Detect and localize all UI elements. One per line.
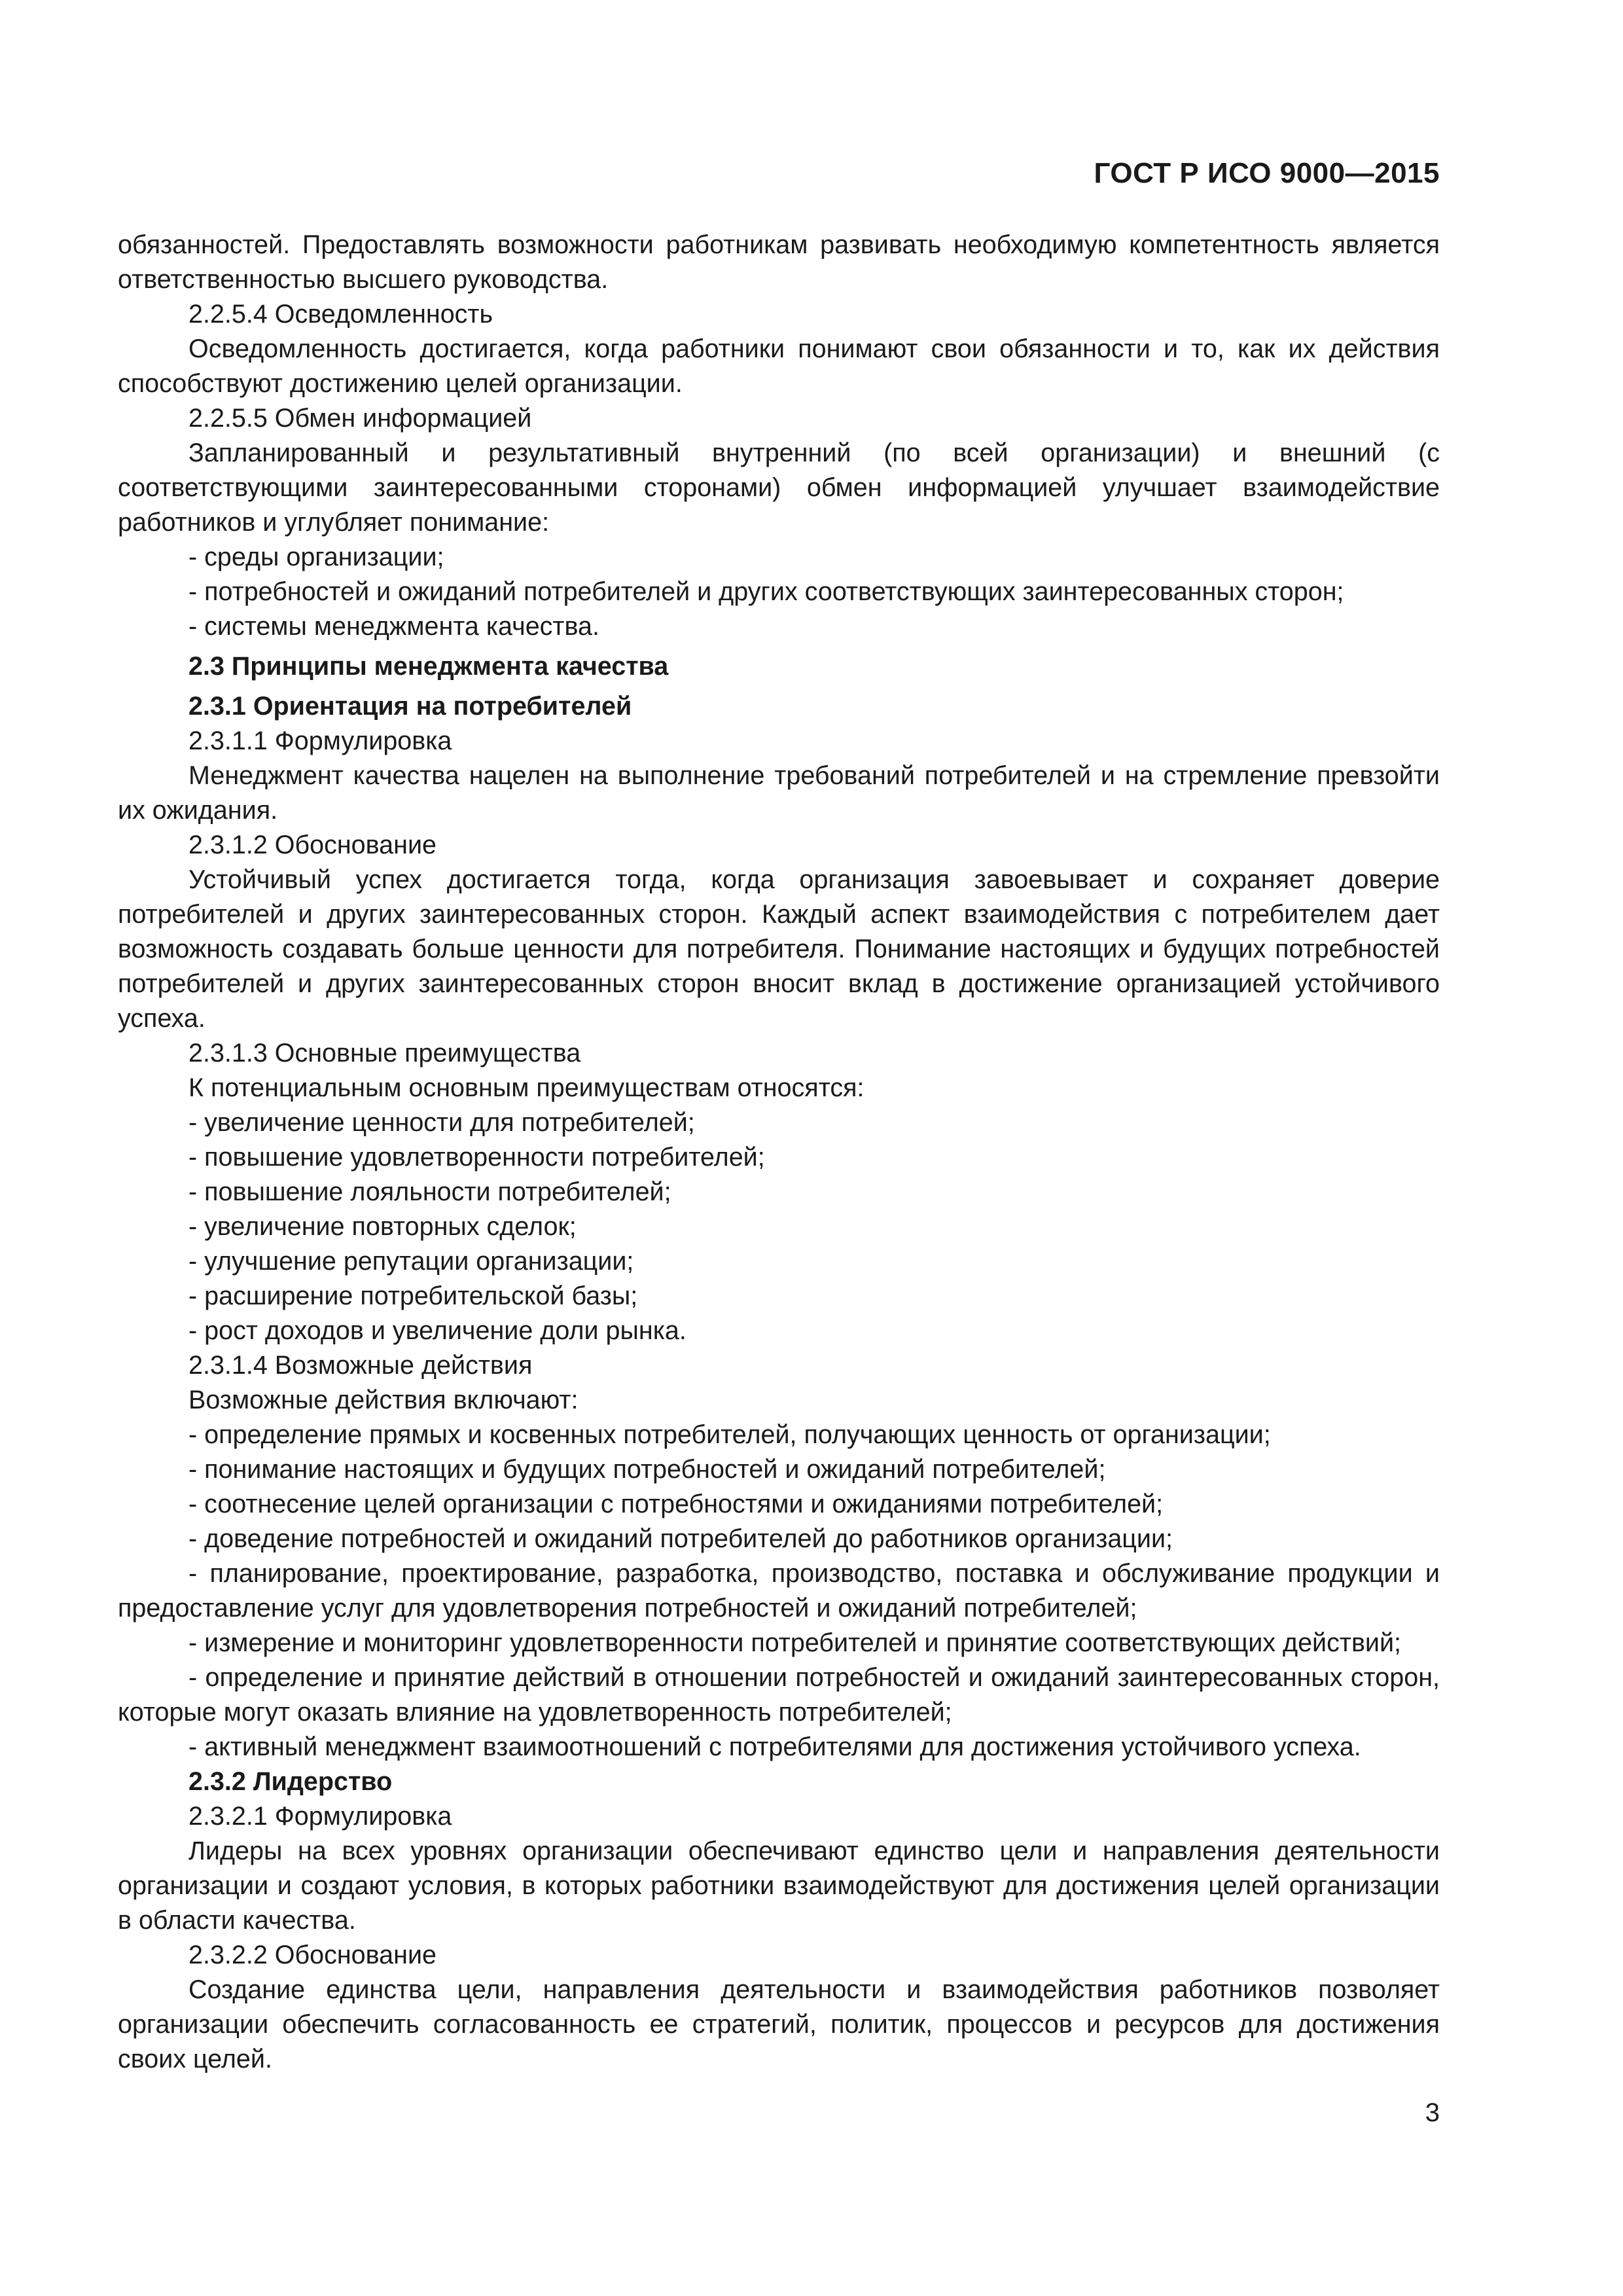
paragraph-text: Создание единства цели, направления деятельности и взаимодействия работников позволяет организации обеспечить согласованность ее стратегий, политик, процессов и ресурсов для достижения своих целей. xyxy=(118,1975,1440,2073)
section-heading: 2.3.1 Ориентация на потребителей xyxy=(188,692,632,721)
document-code-header: ГОСТ Р ИСО 9000—2015 xyxy=(1094,157,1440,189)
list-item: - увеличение повторных сделок; xyxy=(188,1212,577,1241)
paragraph-text: Запланированный и результативный внутренний (по всей организации) и внешний (с соответствующими заинтересованными сторонами) обмен информацией улучшает взаимодействие работников и углубляет понимание: xyxy=(118,439,1440,537)
paragraph-text: обязанностей. Предоставлять возможности работникам развивать необходимую компетентность является ответственностью высшего руководства. xyxy=(118,230,1440,294)
list-item: - определение прямых и косвенных потребителей, получающих ценность от организации; xyxy=(188,1420,1271,1449)
list-item: - доведение потребностей и ожиданий потребителей до работников организации; xyxy=(188,1524,1173,1553)
subsection-heading: 2.2.5.4 Осведомленность xyxy=(188,300,493,329)
list-item: - рост доходов и увеличение доли рынка. xyxy=(188,1316,687,1345)
page-number: 3 xyxy=(1425,2098,1440,2127)
subsection-heading: 2.2.5.5 Обмен информацией xyxy=(188,404,532,433)
list-item: - соотнесение целей организации с потребностями и ожиданиями потребителей; xyxy=(188,1490,1164,1518)
paragraph-text: Лидеры на всех уровнях организации обеспечивают единство цели и направления деятельности организации и создают условия, в которых работники взаимодействуют для достижения целей организации в области качества. xyxy=(118,1837,1440,1935)
paragraph-text: Менеджмент качества нацелен на выполнение требований потребителей и на стремление превзойти их ожидания. xyxy=(118,761,1440,825)
list-item: - измерение и мониторинг удовлетворенности потребителей и принятие соответствующих действий; xyxy=(188,1628,1402,1657)
list-item: - системы менеджмента качества. xyxy=(188,612,599,641)
list-item: - потребностей и ожиданий потребителей и других соответствующих заинтересованных сторон; xyxy=(188,577,1344,606)
list-item: - планирование, проектирование, разработка, производство, поставка и обслуживание продукции и предоставление услуг для удовлетворения потребностей и ожиданий потребителей; xyxy=(118,1559,1440,1623)
list-item: - определение и принятие действий в отношении потребностей и ожиданий заинтересованных сторон, которые могут оказать влияние на удовлетворенность потребителей; xyxy=(118,1663,1440,1727)
section-heading: 2.3 Принципы менеджмента качества xyxy=(188,652,669,681)
list-item: - повышение лояльности потребителей; xyxy=(188,1177,671,1206)
paragraph-text: Осведомленность достигается, когда работники понимают свои обязанности и то, как их действия способствуют достижению целей организации. xyxy=(118,334,1440,398)
paragraph-text: Устойчивый успех достигается тогда, когда организация завоевывает и сохраняет доверие потребителей и других заинтересованных сторон. Каждый аспект взаимодействия с потребителем дает возможность создавать больше ценности для потребителя. Понимание настоящих и будущих потребностей потребителей и других заинтересованных сторон вносит вклад в достижение организацией устойчивого успеха. xyxy=(118,865,1440,1033)
list-item: - повышение удовлетворенности потребителей; xyxy=(188,1143,765,1172)
paragraph-text: Возможные действия включают: xyxy=(188,1386,579,1414)
list-item: - улучшение репутации организации; xyxy=(188,1247,634,1276)
subsection-heading: 2.3.1.2 Обоснование xyxy=(188,831,437,859)
subsection-heading: 2.3.1.1 Формулировка xyxy=(188,726,452,755)
paragraph-text: К потенциальным основным преимуществам относятся: xyxy=(188,1073,865,1102)
subsection-heading: 2.3.2.2 Обоснование xyxy=(188,1941,437,1969)
subsection-heading: 2.3.2.1 Формулировка xyxy=(188,1802,452,1831)
list-item: - увеличение ценности для потребителей; xyxy=(188,1108,695,1137)
document-page xyxy=(118,0,1440,2296)
subsection-heading: 2.3.1.4 Возможные действия xyxy=(188,1351,533,1380)
document-body xyxy=(118,228,1440,2077)
list-item: - расширение потребительской базы; xyxy=(188,1282,638,1310)
section-heading: 2.3.2 Лидерство xyxy=(188,1767,393,1796)
list-item: - активный менеджмент взаимоотношений с потребителями для достижения устойчивого успеха. xyxy=(188,1732,1361,1761)
list-item: - среды организации; xyxy=(188,543,444,571)
list-item: - понимание настоящих и будущих потребностей и ожиданий потребителей; xyxy=(188,1455,1106,1484)
subsection-heading: 2.3.1.3 Основные преимущества xyxy=(188,1039,581,1067)
